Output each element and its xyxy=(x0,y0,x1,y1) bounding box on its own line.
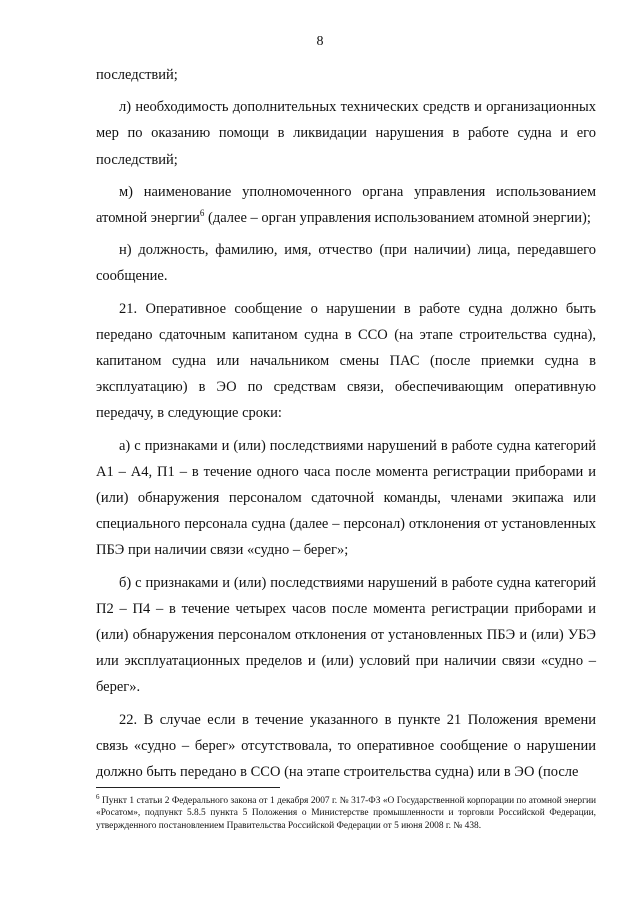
paragraph-item-m xyxy=(96,179,596,231)
footnote-marker: 6 xyxy=(96,792,100,801)
page-number: 8 xyxy=(316,34,324,49)
paragraph-item-l: л) необходимость дополнительных технических средств и организационных мер по оказанию помощи в ликвидации нарушения в работе судна и его последствий; xyxy=(96,99,596,168)
paragraph-continuation: последствий; xyxy=(96,67,178,83)
paragraph-item-a: а) с признаками и (или) последствиями нарушений в работе судна категорий А1 – А4, П1 – в течение одного часа после момента регистрации приборами и (или) обнаружения персоналом сдаточной команды, членами экипажа или специального персонала судна (далее – персонал) отклонения от установленных ПБЭ при наличии связи «судно – берег»; xyxy=(96,437,596,559)
footnote-text: Пункт 1 статьи 2 Федерального закона от 1 декабря 2007 г. № 317-ФЗ «О Государственной корпорации по атомной энергии «Росатом», подпункт 5.8.5 пункта 5 Положения о Министерстве промышленности и торговли Российской Федерации, утвержденного постановлением Правительства Российской Федерации от 5 июня 2008 г. № 438. xyxy=(96,796,596,831)
paragraph-item-m-text: м) наименование уполномоченного органа управления использованием атомной энергии xyxy=(96,183,596,227)
paragraph-item-b: б) с признаками и (или) последствиями нарушений в работе судна категорий П2 – П4 – в течение четырех часов после момента регистрации приборами и (или) обнаружения персоналом отклонения от установленных ПБЭ и (или) УБЭ или эксплуатационных пределов и (или) условий при наличии связи «судно – берег». xyxy=(96,574,596,696)
footnote xyxy=(96,792,596,832)
document-body xyxy=(96,62,596,791)
paragraph-item-m-text-cont: (далее – орган управления использованием атомной энергии); xyxy=(204,210,591,227)
footnote-reference: 6 xyxy=(199,208,205,219)
paragraph-22: 22. В случае если в течение указанного в пункте 21 Положения времени связь «судно – берег» отсутствовала, то оперативное сообщение о нарушении должно быть передано в ССО (на этапе строительства судна) или в ЭО (после xyxy=(96,711,596,781)
paragraph-21: 21. Оперативное сообщение о нарушении в работе судна должно быть передано сдаточным капитаном судна в ССО (на этапе строительства судна), капитаном судна или начальником смены ПАС (после приемки судна в эксплуатацию) в ЭО по средствам связи, обеспечивающим оперативную передачу, в следующие сроки: xyxy=(96,300,596,422)
footnote-divider xyxy=(96,787,280,788)
paragraph-item-n: н) должность, фамилию, имя, отчество (при наличии) лица, передавшего сообщение. xyxy=(96,242,596,285)
